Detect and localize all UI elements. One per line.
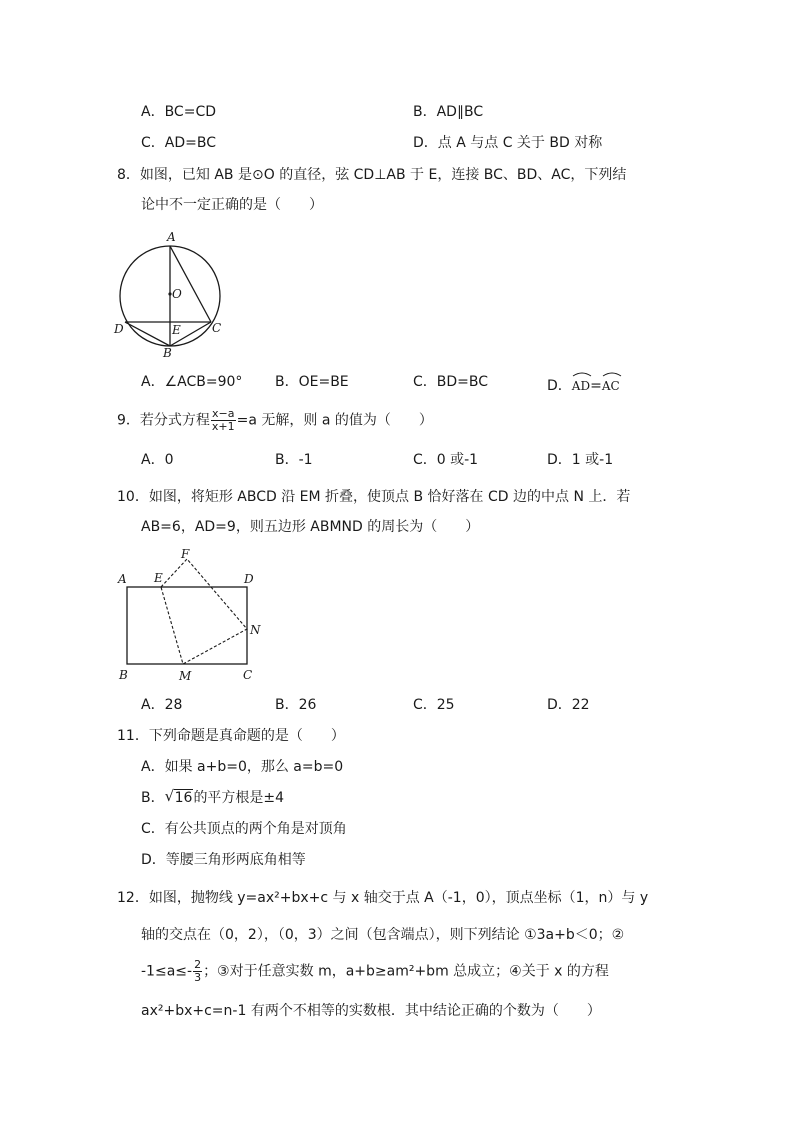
q11-option-b-prefix: B． — [141, 790, 165, 806]
segment-bd — [125, 322, 170, 346]
label-c: C — [243, 668, 253, 682]
q12-fraction-den: 3 — [194, 971, 202, 984]
arc-ad — [572, 373, 590, 395]
arc-ac-text: AC — [601, 379, 620, 393]
q10-option-c[interactable]: C．25 — [413, 697, 455, 713]
q12-stem-line2: 轴的交点在（0，2），（0，3）之间（包含端点），则下列结论 ①3a+b＜0；② — [141, 927, 625, 943]
label-o: O — [172, 287, 182, 301]
q8-option-c[interactable]: C．BD=BC — [413, 374, 489, 390]
q12-line3-post: ；③对于任意实数 m，a+b≥am²+bm 总成立；④关于 x 的方程 — [203, 963, 609, 980]
label-b: B — [119, 668, 128, 682]
segment-ac — [170, 246, 211, 322]
q9-option-a[interactable]: A．0 — [141, 452, 174, 468]
q7-option-d[interactable]: D．点 A 与点 C 关于 BD 对称 — [413, 135, 603, 151]
label-n: N — [250, 623, 261, 637]
q9-fraction-num: x−a — [212, 407, 235, 420]
q11-option-b-suffix: 的平方根是±4 — [193, 790, 285, 806]
q11-stem: 11．下列命题是真命题的是（ ） — [117, 728, 345, 744]
arc-ad-text: AD — [571, 379, 591, 393]
folded-part — [161, 559, 247, 664]
q12-stem-line1: 12．如图，抛物线 y=ax²+bx+c 与 x 轴交于点 A（-1，0），顶点坐标（1，n）与 y — [117, 890, 649, 906]
q7-option-b[interactable]: B．AD∥BC — [413, 104, 484, 120]
q9-fraction-den: x+1 — [211, 420, 235, 433]
q8-stem-line2: 论中不一定正确的是（ ） — [141, 197, 323, 213]
label-a: A — [167, 230, 176, 244]
label-b: B — [163, 346, 172, 360]
q10-stem-line2: AB=6，AD=9，则五边形 ABMND 的周长为（ ） — [141, 519, 480, 535]
q12-stem-line4: ax²+bx+c=n-1 有两个不相等的实数根．其中结论正确的个数为（ ） — [141, 1003, 601, 1019]
q9-option-d[interactable]: D．1 或-1 — [547, 452, 614, 468]
q10-option-b[interactable]: B．26 — [275, 697, 317, 713]
label-c: C — [212, 321, 222, 335]
q8-option-a[interactable]: A．∠ACB=90° — [141, 374, 243, 390]
q12-line3-pre: -1≤a≤- — [141, 963, 193, 980]
q11-option-a[interactable]: A．如果 a+b=0，那么 a=b=0 — [141, 759, 344, 775]
label-f: F — [181, 547, 190, 561]
rectangle-abcd — [127, 587, 247, 664]
label-e: E — [154, 571, 163, 585]
label-e: E — [172, 323, 181, 337]
q9-stem-post: =a 无解，则 a 的值为（ ） — [236, 412, 433, 429]
q8-option-b[interactable]: B．OE=BE — [275, 374, 349, 390]
q9-option-c[interactable]: C．0 或-1 — [413, 452, 479, 468]
q9-stem-pre: 9．若分式方程 — [117, 412, 210, 429]
q9-option-b[interactable]: B．-1 — [275, 452, 313, 468]
sqrt-radicand: 16 — [174, 790, 193, 806]
q11-option-c[interactable]: C．有公共顶点的两个角是对顶角 — [141, 821, 347, 837]
q10-stem-line1: 10．如图，将矩形 ABCD 沿 EM 折叠，使顶点 B 恰好落在 CD 边的中点 N 上．若 — [117, 489, 631, 505]
q7-option-a[interactable]: A．BC=CD — [141, 104, 216, 120]
q12-fraction — [193, 959, 202, 984]
label-d: D — [114, 322, 124, 336]
q10-option-d[interactable]: D．22 — [547, 697, 590, 713]
label-m: M — [179, 669, 192, 683]
q12-stem-line3 — [141, 959, 609, 984]
q9-stem — [117, 408, 433, 433]
label-a: A — [118, 572, 127, 586]
label-d: D — [244, 572, 254, 586]
q7-option-c[interactable]: C．AD=BC — [141, 135, 216, 151]
sqrt-16: √ 16 — [164, 787, 193, 806]
q10-rectangle-figure — [116, 546, 268, 684]
q11-option-b[interactable] — [141, 789, 284, 807]
q8-option-d-eq: = — [590, 378, 602, 394]
q8-circle-figure — [112, 226, 232, 362]
q8-option-d-prefix: D． — [547, 378, 572, 394]
q11-option-d[interactable]: D．等腰三角形两底角相等 — [141, 852, 306, 868]
q10-option-a[interactable]: A．28 — [141, 697, 183, 713]
q12-fraction-num: 2 — [194, 958, 202, 971]
q9-fraction — [211, 408, 236, 433]
q8-stem-line1: 8．如图，已知 AB 是⊙O 的直径，弦 CD⊥AB 于 E，连接 BC、BD、AC，下列结 — [117, 167, 627, 183]
arc-ac — [602, 373, 620, 395]
q8-option-d[interactable] — [547, 373, 620, 395]
